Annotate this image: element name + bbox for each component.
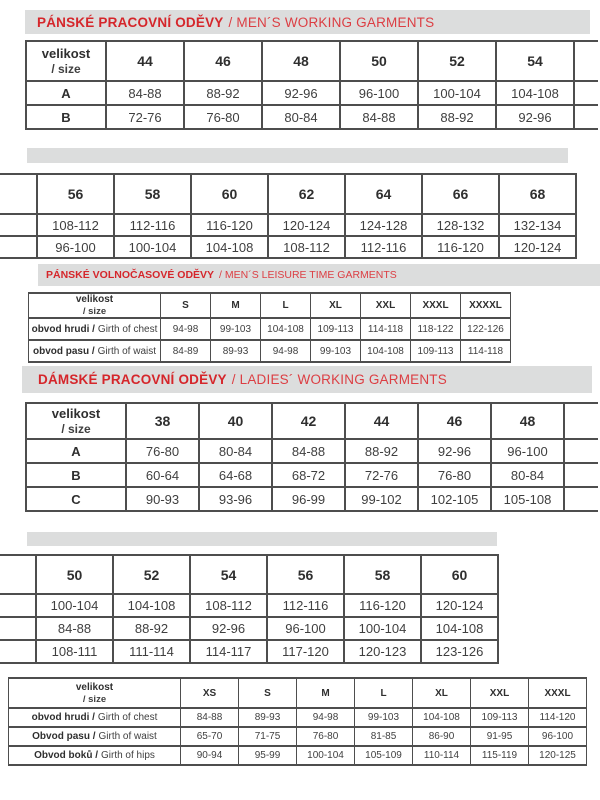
size-header-cell: S	[161, 293, 211, 318]
size-value-cell: 109-113	[411, 340, 461, 362]
size-header-cell: 64	[345, 174, 422, 214]
row-label-cell	[9, 708, 181, 727]
size-value-cell: 92-96	[262, 81, 340, 105]
measurement-label-english: Girth of chest	[97, 323, 158, 335]
table-row	[9, 708, 587, 727]
size-label-english: / size	[51, 62, 81, 76]
clipped-column-cell	[0, 214, 37, 236]
size-value-cell: 93-96	[199, 487, 272, 511]
size-value-cell: 108-112	[190, 594, 267, 617]
size-value-cell: 120-124	[421, 594, 498, 617]
size-value-cell: 76-80	[126, 439, 199, 463]
size-header-cell: 56	[267, 555, 344, 594]
size-value-cell: 116-120	[191, 214, 268, 236]
clipped-column-cell	[564, 403, 598, 439]
clipped-column-cell	[564, 439, 598, 463]
size-value-cell: 118-122	[411, 318, 461, 340]
size-header-cell: 58	[114, 174, 191, 214]
section-divider-bar	[27, 532, 497, 546]
size-value-cell: 105-108	[491, 487, 564, 511]
size-table	[8, 677, 587, 766]
size-value-cell: 108-111	[36, 640, 113, 663]
size-label-english: / size	[61, 422, 91, 436]
size-value-cell: 96-99	[272, 487, 345, 511]
section-title-english: / MEN´S WORKING GARMENTS	[228, 14, 435, 30]
size-header-cell: 50	[36, 555, 113, 594]
section-title-ladies-working	[22, 366, 592, 393]
size-value-cell: 86-90	[413, 727, 471, 746]
size-header-cell: 40	[199, 403, 272, 439]
measurement-label-english: Girth of hips	[100, 750, 155, 761]
size-label-english: / size	[82, 693, 107, 705]
size-header-cell: 38	[126, 403, 199, 439]
size-header-cell: L	[261, 293, 311, 318]
size-value-cell: 104-108	[496, 81, 574, 105]
size-value-cell: 110-114	[413, 746, 471, 765]
size-value-cell: 104-108	[413, 708, 471, 727]
size-value-cell: 89-93	[239, 708, 297, 727]
section-divider-bar	[27, 148, 568, 163]
row-label-cell: C	[26, 487, 126, 511]
size-value-cell: 92-96	[496, 105, 574, 129]
size-label-header-cell	[26, 403, 126, 439]
size-value-cell: 114-120	[529, 708, 587, 727]
header-row	[0, 174, 576, 214]
size-header-cell: 50	[340, 41, 418, 81]
size-value-cell: 104-108	[421, 617, 498, 640]
clipped-column-cell	[574, 105, 598, 129]
header-row	[26, 41, 598, 81]
row-label-cell: A	[26, 439, 126, 463]
size-value-cell: 91-95	[471, 727, 529, 746]
row-label-cell: B	[26, 463, 126, 487]
clipped-column-cell	[0, 640, 36, 663]
size-label-czech: velikost	[75, 294, 114, 305]
size-value-cell: 80-84	[262, 105, 340, 129]
table-row	[0, 214, 576, 236]
size-value-cell: 88-92	[345, 439, 418, 463]
size-header-cell: XXL	[471, 678, 529, 708]
measurement-label-czech: obvod hrudi /	[31, 712, 95, 723]
size-value-cell: 112-116	[345, 236, 422, 258]
size-header-cell: M	[211, 293, 261, 318]
size-header-cell: XL	[311, 293, 361, 318]
size-label-czech: velikost	[41, 46, 91, 61]
row-label-cell: A	[26, 81, 106, 105]
size-header-cell: 46	[184, 41, 262, 81]
size-value-cell: 89-93	[211, 340, 261, 362]
clipped-column-cell	[564, 487, 598, 511]
measurement-label-czech: Obvod boků /	[34, 750, 98, 761]
table-row	[0, 617, 498, 640]
table-row	[0, 640, 498, 663]
size-value-cell: 114-117	[190, 640, 267, 663]
size-value-cell: 95-99	[239, 746, 297, 765]
row-label-cell: B	[26, 105, 106, 129]
size-value-cell: 123-126	[421, 640, 498, 663]
size-value-cell: 84-88	[181, 708, 239, 727]
header-row	[9, 678, 587, 708]
table-row	[26, 487, 598, 511]
size-value-cell: 92-96	[190, 617, 267, 640]
size-value-cell: 102-105	[418, 487, 491, 511]
table-row	[9, 727, 587, 746]
size-value-cell: 100-104	[114, 236, 191, 258]
size-header-cell: 52	[418, 41, 496, 81]
section-title-czech: PÁNSKÉ VOLNOČASOVÉ ODĚVY	[46, 269, 215, 281]
size-value-cell: 76-80	[297, 727, 355, 746]
size-value-cell: 84-88	[272, 439, 345, 463]
size-value-cell: 109-113	[311, 318, 361, 340]
clipped-column-cell	[564, 463, 598, 487]
size-header-cell: 44	[106, 41, 184, 81]
size-header-cell: 62	[268, 174, 345, 214]
clipped-column-cell	[0, 617, 36, 640]
size-value-cell: 99-103	[311, 340, 361, 362]
size-value-cell: 117-120	[267, 640, 344, 663]
size-header-cell: 46	[418, 403, 491, 439]
size-label-header-cell	[9, 678, 181, 708]
size-header-cell: 66	[422, 174, 499, 214]
size-header-cell: 60	[191, 174, 268, 214]
clipped-column-cell	[0, 174, 37, 214]
size-value-cell: 104-108	[261, 318, 311, 340]
size-value-cell: 120-125	[529, 746, 587, 765]
size-value-cell: 88-92	[184, 81, 262, 105]
table-row	[0, 594, 498, 617]
size-header-cell: 54	[190, 555, 267, 594]
size-header-cell: 44	[345, 403, 418, 439]
size-table	[0, 554, 499, 664]
clipped-column-cell	[0, 555, 36, 594]
measurement-label-english: Girth of waist	[97, 345, 157, 357]
size-value-cell: 96-100	[37, 236, 114, 258]
size-value-cell: 90-94	[181, 746, 239, 765]
size-label-czech: velikost	[51, 406, 101, 421]
size-header-cell: 68	[499, 174, 576, 214]
size-value-cell: 81-85	[355, 727, 413, 746]
size-value-cell: 76-80	[184, 105, 262, 129]
size-label-czech: velikost	[75, 681, 114, 693]
table-row	[26, 105, 598, 129]
size-value-cell: 96-100	[267, 617, 344, 640]
size-label-header-cell	[29, 293, 161, 318]
mens-working-sizes-table-2	[0, 173, 577, 259]
size-header-cell: XXXXL	[461, 293, 511, 318]
row-label-cell	[9, 746, 181, 765]
size-value-cell: 124-128	[345, 214, 422, 236]
size-value-cell: 94-98	[261, 340, 311, 362]
row-label-cell	[29, 318, 161, 340]
section-title-english: / LADIES´ WORKING GARMENTS	[231, 372, 447, 387]
size-value-cell: 80-84	[491, 463, 564, 487]
size-value-cell: 90-93	[126, 487, 199, 511]
section-title-czech: DÁMSKÉ PRACOVNÍ ODĚVY	[38, 372, 227, 387]
table-row	[0, 236, 576, 258]
size-value-cell: 72-76	[106, 105, 184, 129]
size-header-cell: 58	[344, 555, 421, 594]
size-value-cell: 122-126	[461, 318, 511, 340]
size-table	[28, 292, 511, 363]
header-row	[26, 403, 598, 439]
size-value-cell: 128-132	[422, 214, 499, 236]
size-label-header-cell	[26, 41, 106, 81]
clipped-column-cell	[0, 594, 36, 617]
size-value-cell: 132-134	[499, 214, 576, 236]
size-value-cell: 96-100	[529, 727, 587, 746]
measurement-label-czech: obvod pasu /	[32, 345, 95, 357]
ladies-measurements-table	[8, 677, 587, 766]
size-value-cell: 71-75	[239, 727, 297, 746]
size-header-cell: 56	[37, 174, 114, 214]
size-value-cell: 112-116	[114, 214, 191, 236]
clipped-column-cell	[0, 236, 37, 258]
size-value-cell: 99-103	[355, 708, 413, 727]
clipped-column-cell	[574, 81, 598, 105]
size-header-cell: XXXL	[529, 678, 587, 708]
size-header-cell: 48	[491, 403, 564, 439]
size-value-cell: 104-108	[361, 340, 411, 362]
measurement-label-czech: obvod hrudi /	[31, 323, 95, 335]
size-value-cell: 120-123	[344, 640, 421, 663]
size-value-cell: 100-104	[36, 594, 113, 617]
section-title-mens-working	[25, 10, 590, 34]
size-header-cell: 54	[496, 41, 574, 81]
size-value-cell: 68-72	[272, 463, 345, 487]
size-value-cell: 115-119	[471, 746, 529, 765]
size-value-cell: 99-103	[211, 318, 261, 340]
size-value-cell: 104-108	[113, 594, 190, 617]
size-value-cell: 116-120	[344, 594, 421, 617]
clipped-column-cell	[574, 41, 598, 81]
size-value-cell: 100-104	[418, 81, 496, 105]
size-value-cell: 60-64	[126, 463, 199, 487]
size-table	[25, 40, 598, 130]
size-value-cell: 94-98	[161, 318, 211, 340]
size-header-cell: M	[297, 678, 355, 708]
size-value-cell: 64-68	[199, 463, 272, 487]
size-value-cell: 76-80	[418, 463, 491, 487]
size-value-cell: 96-100	[491, 439, 564, 463]
size-value-cell: 120-124	[268, 214, 345, 236]
size-value-cell: 114-118	[361, 318, 411, 340]
size-value-cell: 88-92	[113, 617, 190, 640]
size-header-cell: 52	[113, 555, 190, 594]
size-header-cell: 60	[421, 555, 498, 594]
size-header-cell: XL	[413, 678, 471, 708]
size-value-cell: 94-98	[297, 708, 355, 727]
size-value-cell: 96-100	[340, 81, 418, 105]
section-title-english: / MEN´S LEISURE TIME GARMENTS	[219, 269, 397, 281]
table-row	[29, 340, 511, 362]
size-value-cell: 72-76	[345, 463, 418, 487]
header-row	[29, 293, 511, 318]
size-value-cell: 100-104	[297, 746, 355, 765]
table-row	[29, 318, 511, 340]
size-value-cell: 80-84	[199, 439, 272, 463]
size-value-cell: 84-89	[161, 340, 211, 362]
size-value-cell: 100-104	[344, 617, 421, 640]
row-label-cell	[9, 727, 181, 746]
header-row	[0, 555, 498, 594]
section-title-mens-leisure	[38, 264, 600, 286]
measurement-label-english: Girth of chest	[97, 712, 158, 723]
size-value-cell: 84-88	[340, 105, 418, 129]
size-value-cell: 112-116	[267, 594, 344, 617]
size-value-cell: 84-88	[106, 81, 184, 105]
size-value-cell: 84-88	[36, 617, 113, 640]
measurement-label-english: Girth of waist	[98, 731, 157, 742]
size-value-cell: 114-118	[461, 340, 511, 362]
size-header-cell: 48	[262, 41, 340, 81]
section-title-czech: PÁNSKÉ PRACOVNÍ ODĚVY	[37, 14, 224, 30]
size-header-cell: S	[239, 678, 297, 708]
mens-leisure-measurements-table	[28, 292, 511, 363]
size-value-cell: 99-102	[345, 487, 418, 511]
ladies-working-sizes-table-2	[0, 554, 499, 664]
size-value-cell: 111-114	[113, 640, 190, 663]
size-value-cell: 92-96	[418, 439, 491, 463]
size-value-cell: 120-124	[499, 236, 576, 258]
size-table	[0, 173, 577, 259]
size-value-cell: 65-70	[181, 727, 239, 746]
table-row	[26, 463, 598, 487]
ladies-working-sizes-table-1	[25, 402, 598, 512]
table-row	[26, 81, 598, 105]
size-label-english: / size	[82, 306, 107, 317]
size-value-cell: 116-120	[422, 236, 499, 258]
measurement-label-czech: Obvod pasu /	[32, 731, 96, 742]
size-header-cell: XXL	[361, 293, 411, 318]
size-table	[25, 402, 598, 512]
size-value-cell: 88-92	[418, 105, 496, 129]
size-value-cell: 105-109	[355, 746, 413, 765]
size-value-cell: 109-113	[471, 708, 529, 727]
size-value-cell: 108-112	[268, 236, 345, 258]
size-header-cell: 42	[272, 403, 345, 439]
row-label-cell	[29, 340, 161, 362]
size-header-cell: XXXL	[411, 293, 461, 318]
size-header-cell: XS	[181, 678, 239, 708]
mens-working-sizes-table-1	[25, 40, 598, 130]
size-value-cell: 108-112	[37, 214, 114, 236]
table-row	[26, 439, 598, 463]
size-header-cell: L	[355, 678, 413, 708]
table-row	[9, 746, 587, 765]
size-value-cell: 104-108	[191, 236, 268, 258]
